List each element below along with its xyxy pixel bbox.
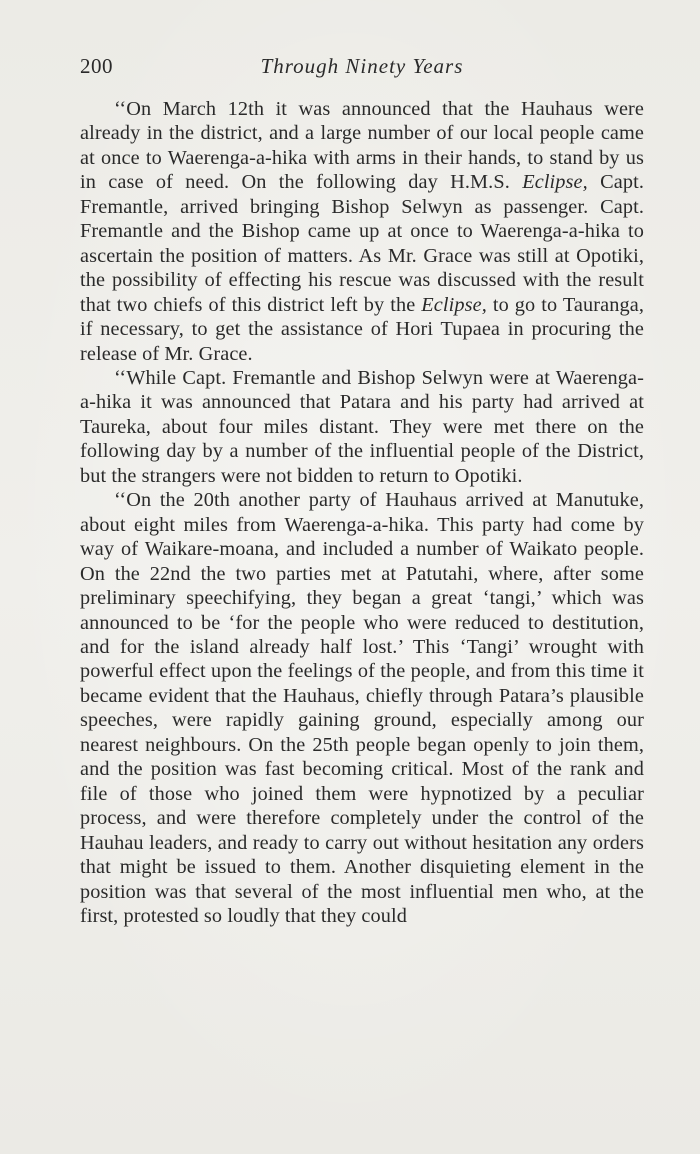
- paragraph-3: ‘‘On the 20th another party of Hauhaus arrived at Manutuke, about eight miles from Waerenga-a-hika. This party had come by way of Waikare-moana, and included a number of Waikato people. On the 22nd the two parties met at Patutahi, where, after some preliminary speechifying, they began a great ‘tangi,’ which was announced to be ‘for the people who were reduced to destitution, and for the island already half lost.’ This ‘Tangi’ wrought with powerful effect upon the feelings of the people, and from this time it became evident that the Hauhaus, chiefly through Patara’s plausible speeches, were rapidly gaining ground, especially among our nearest neighbours. On the 25th people began openly to join them, and the position was fast becoming critical. Most of the rank and file of those who joined them were hypnotized by a peculiar process, and were therefore completely under the control of the Hauhau leaders, and ready to carry out without hesitation any orders that might be issued to them. Another disquieting element in the position was that several of the most influential men who, at the first, protested so loudly that they could: [80, 489, 644, 927]
- page-number: 200: [80, 54, 113, 78]
- running-title: Through Ninety Years: [260, 54, 464, 78]
- paragraph-1-text-b: Capt. Fremantle, arrived bringing Bishop Selwyn as passenger. Capt. Fremantle and the Bishop came up at once to Waerenga-a-hika to ascertain the position of matters. As Mr. Grace was still at Opotiki, the possibility of effecting his rescue was discussed with the result that two chiefs of this district left by the: [80, 171, 644, 316]
- body-text: [80, 97, 644, 928]
- paragraph-1-text-c: to go to Tauranga, if necessary, to get the assistance of Hori Tupaea in procuring the release of Mr. Grace.: [80, 293, 644, 365]
- ship-name-eclipse-2: Eclipse,: [421, 293, 487, 316]
- ship-name-eclipse: Eclipse,: [522, 171, 588, 194]
- paragraph-1-text-a: ‘‘On March 12th it was announced that the Hauhaus were already in the district, and a large number of our local people came at once to Waerenga-a-hika with arms in their hands, to stand by us in case of need. On the following day H.M.S.: [80, 98, 644, 194]
- paragraph-1: [80, 97, 644, 366]
- paragraph-2: ‘‘While Capt. Fremantle and Bishop Selwyn were at Waerenga-a-hika it was announced that Patara and his party had arrived at Taureka, about four miles distant. They were met there on the following day by a number of the influential people of the District, but the strangers were not bidden to return to Opotiki.: [80, 366, 644, 487]
- page-header: [80, 54, 644, 82]
